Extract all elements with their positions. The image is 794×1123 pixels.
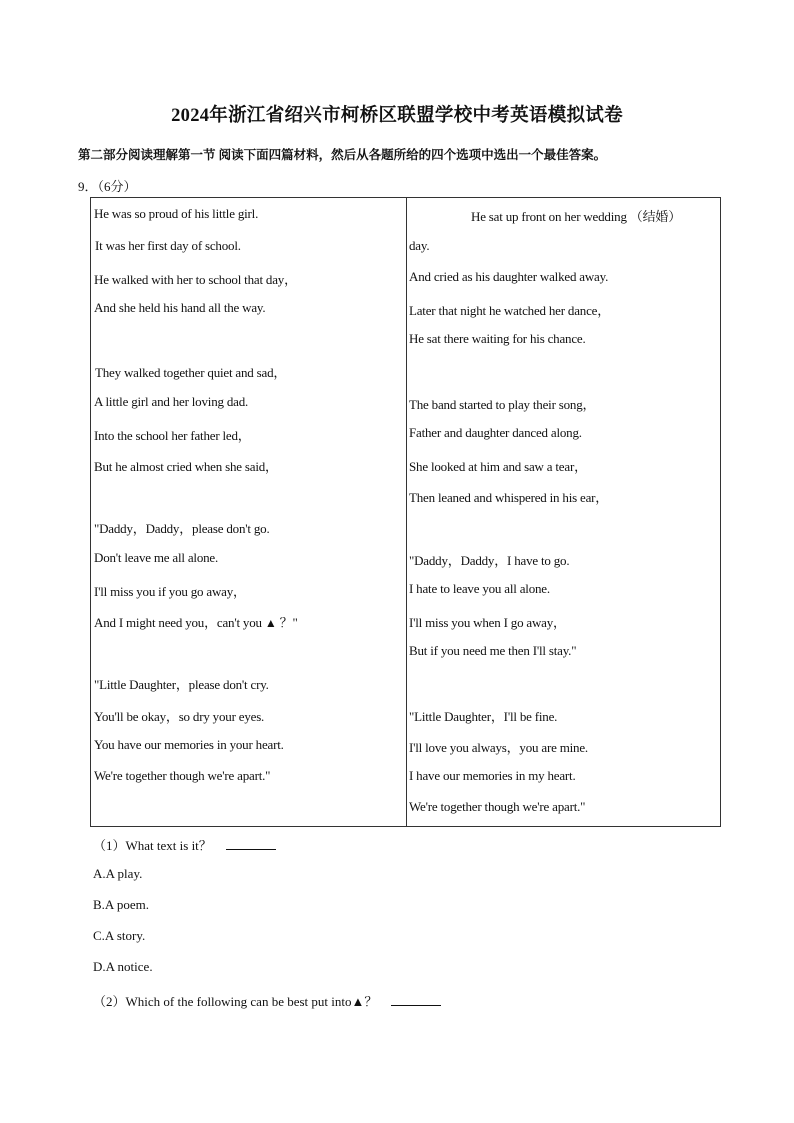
poem-line: You have our memories in your heart. [94,737,284,752]
option-b[interactable]: B.A poem. [93,897,149,912]
poem-line: I'll love you always，you are mine. [409,740,588,755]
poem-line: He was so proud of his little girl. [94,206,259,221]
poem-line: It was her first day of school. [95,238,241,253]
poem-line: You'll be okay，so dry your eyes. [94,709,265,724]
question-number: 9．（6分） [78,179,137,194]
poem-line: Father and daughter danced along. [409,425,582,440]
triangle-blank-marker: ▲ [264,616,277,630]
page-title: 2024年浙江省绍兴市柯桥区联盟学校中考英语模拟试卷 [171,106,623,126]
option-a[interactable]: A.A play. [93,866,143,881]
poem-line: Into the school her father led， [94,428,251,443]
poem-line: day. [409,238,430,253]
poem-line-text: And I might need you，can't you [94,615,265,630]
poem-line: Then leaned and whispered in his ear， [409,490,609,505]
option-c[interactable]: C.A story. [93,928,146,943]
poem-line-tail: ？" [279,615,298,630]
poem-line: I'll miss you if you go away， [94,584,246,599]
question-2 [93,991,441,1010]
poem-line: "Daddy，Daddy，please don't go. [94,521,270,536]
poem-line: I hate to leave you all alone. [409,581,550,596]
option-d[interactable]: D.A notice. [93,959,153,974]
poem-line: I have our memories in my heart. [409,768,576,783]
poem-line: A little girl and her loving dad. [94,394,249,409]
poem-line: Later that night he watched her dance， [409,303,611,318]
poem-table [90,197,721,827]
poem-line: He walked with her to school that day， [94,272,297,287]
poem-line: "Little Daughter，I'll be fine. [409,709,558,724]
answer-blank[interactable] [226,837,276,850]
question-1 [93,835,276,854]
poem-line: He sat up front on her wedding （结婚） [471,209,681,224]
question-1-prompt: （1）What text is it？ [93,838,212,853]
poem-line: "Daddy，Daddy，I have to go. [409,553,570,568]
poem-line: And cried as his daughter walked away. [409,269,609,284]
poem-line: But if you need me then I'll stay." [409,643,577,658]
poem-line: I'll miss you when I go away， [409,615,566,630]
poem-line: The band started to play their song， [409,397,596,412]
poem-line: Don't leave me all alone. [94,550,219,565]
poem-line: But he almost cried when she said， [94,459,278,474]
poem-line: He sat there waiting for his chance. [409,331,586,346]
poem-line: She looked at him and saw a tear， [409,459,587,474]
poem-line: We're together though we're apart." [409,799,586,814]
section-instruction: 第二部分阅读理解第一节 阅读下面四篇材料，然后从各题所给的四个选项中选出一个最佳答案。 [78,148,607,162]
question-2-prompt: （2）Which of the following can be best put into▲？ [93,994,378,1009]
poem-line: "Little Daughter，please don't cry. [94,677,269,692]
column-divider [406,198,407,826]
poem-line: And she held his hand all the way. [94,300,266,315]
poem-line-with-blank [94,612,298,631]
poem-line: They walked together quiet and sad， [95,365,287,380]
poem-line: We're together though we're apart." [94,768,271,783]
answer-blank[interactable] [391,993,441,1006]
